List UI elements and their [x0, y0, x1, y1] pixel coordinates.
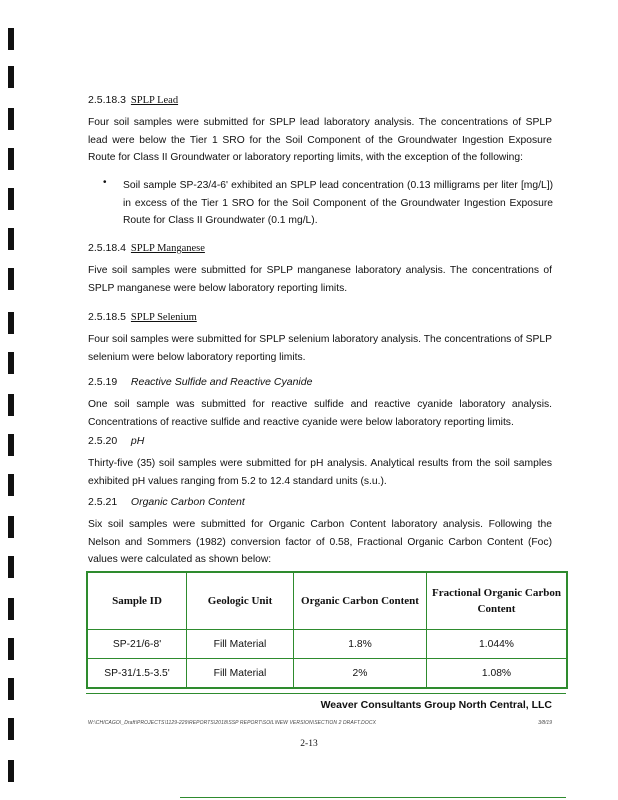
binder-mark [8, 638, 14, 660]
column-header: Sample ID [87, 572, 187, 630]
binder-mark [8, 598, 14, 620]
section-title: SPLP Manganese [130, 243, 205, 254]
section-heading-splp-manganese [88, 242, 205, 254]
section-heading-organic-carbon [88, 496, 245, 508]
binder-mark [8, 718, 14, 740]
table-cell: Fill Material [187, 630, 294, 659]
section-body-splp-manganese: Five soil samples were submitted for SPLP manganese laboratory analysis. The concentrations of SPLP manganese were below laboratory reporting limits. [88, 265, 552, 294]
page-number: 2-13 [300, 739, 318, 749]
section-number: 2.5.21 [88, 496, 118, 508]
binder-mark [8, 678, 14, 700]
bullet-icon: • [103, 177, 107, 188]
binder-mark [8, 66, 14, 88]
column-header: Geologic Unit [187, 572, 294, 630]
bullet-item-sp-23: Soil sample SP-23/4-6' exhibited an SPLP lead concentration (0.13 milligrams per liter [mg/L]) in excess of the Tier 1 SRO for the Soil Component of the Groundwater Ingestion Exposure Route for Class II Groundwater (0.1 mg/L). [123, 180, 553, 226]
binder-mark [8, 148, 14, 170]
binder-mark [8, 188, 14, 210]
column-header: Organic Carbon Content [294, 572, 427, 630]
section-title: SPLP Selenium [130, 312, 197, 323]
table-row [87, 630, 567, 659]
table-cell: 1.08% [427, 659, 568, 689]
binder-mark [8, 556, 14, 578]
footer-date: 3/8/19 [538, 720, 552, 726]
section-number: 2.5.18.3 [88, 94, 126, 106]
binder-mark [8, 516, 14, 538]
section-heading-reactive-sulfide [88, 376, 312, 388]
section-number: 2.5.18.5 [88, 311, 126, 323]
table-cell: SP-21/6-8' [87, 630, 187, 659]
column-header: Fractional Organic Carbon Content [427, 572, 568, 630]
section-number: 2.5.19 [88, 376, 118, 388]
section-number: 2.5.20 [88, 435, 118, 447]
section-heading-ph [88, 435, 144, 447]
section-body-organic-carbon: Six soil samples were submitted for Organic Carbon Content laboratory analysis. Following the Nelson and Sommers (1982) conversion factor of 0.58, Fractional Organic Carbon Content (Foc) values were calculated as shown below: [88, 519, 552, 565]
organic-carbon-table [86, 571, 568, 689]
footer-company: Weaver Consultants Group North Central, LLC [320, 699, 552, 711]
section-title: Reactive Sulfide and Reactive Cyanide [130, 376, 313, 388]
section-body-ph: Thirty-five (35) soil samples were submitted for pH analysis. Analytical results from the soil samples exhibited pH values ranging from 5.2 to 12.4 standard units (s.u.). [88, 458, 552, 487]
section-title: pH [130, 435, 145, 447]
binder-mark [8, 760, 14, 782]
table-cell: 1.044% [427, 630, 568, 659]
binder-mark [8, 228, 14, 250]
binder-mark [8, 108, 14, 130]
binder-mark [8, 394, 14, 416]
footer-file-path: W:\CHICAGO\_Draft\PROJECTS\1129-229\REPORTS\2018\SSP REPORT\SOIL\NEW VERSION\SECTION 2 DRAFT.DOCX [88, 720, 377, 726]
section-body-splp-selenium: Four soil samples were submitted for SPLP selenium laboratory analysis. The concentrations of SPLP selenium were below laboratory reporting limits. [88, 334, 552, 363]
footer-divider [86, 693, 566, 694]
table-cell: SP-31/1.5-3.5' [87, 659, 187, 689]
table-cell: 2% [294, 659, 427, 689]
section-number: 2.5.18.4 [88, 242, 126, 254]
bottom-scan-line [180, 797, 566, 798]
binder-mark [8, 28, 14, 50]
binder-mark [8, 352, 14, 374]
section-body-reactive-sulfide: One soil sample was submitted for reactive sulfide and reactive cyanide laboratory analysis. Concentrations of reactive sulfide and reactive cyanide were below laboratory reporting limits. [88, 399, 552, 428]
table-row [87, 659, 567, 689]
table-cell: Fill Material [187, 659, 294, 689]
section-body-splp-lead: Four soil samples were submitted for SPLP lead laboratory analysis. The concentrations of SPLP lead were below the Tier 1 SRO for the Soil Component of the Groundwater Ingestion Exposure Route for Class II Groundwater or laboratory reporting limits, with the exception of the following: [88, 117, 552, 163]
binder-mark [8, 312, 14, 334]
binder-mark [8, 268, 14, 290]
table-header-row [87, 572, 567, 630]
section-heading-splp-lead [88, 94, 178, 106]
table-cell: 1.8% [294, 630, 427, 659]
section-heading-splp-selenium [88, 311, 197, 323]
section-title: Organic Carbon Content [130, 496, 245, 508]
section-title: SPLP Lead [130, 95, 179, 106]
binder-mark [8, 474, 14, 496]
binder-mark [8, 434, 14, 456]
